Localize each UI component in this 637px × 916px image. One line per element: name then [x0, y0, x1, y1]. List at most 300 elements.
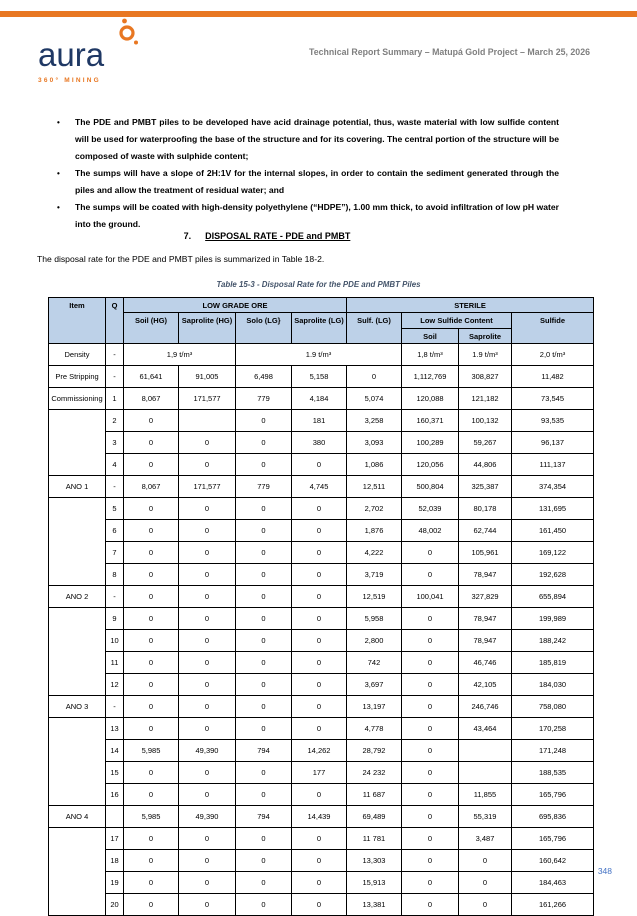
- table-cell: [179, 410, 236, 432]
- table-cell: 0: [124, 542, 179, 564]
- table-cell: 500,804: [402, 476, 459, 498]
- table-cell: 78,947: [459, 630, 512, 652]
- table-cell: [49, 498, 106, 586]
- list-item: [57, 199, 559, 233]
- table-cell: 171,577: [179, 388, 236, 410]
- table-cell: 20: [106, 894, 124, 916]
- table-cell: 13: [106, 718, 124, 740]
- column-header: Solo (LG}: [236, 313, 292, 344]
- table-cell: 160,371: [402, 410, 459, 432]
- table-cell: 308,827: [459, 366, 512, 388]
- table-cell: 0: [124, 762, 179, 784]
- table-cell: 55,319: [459, 806, 512, 828]
- table-cell: 0: [402, 696, 459, 718]
- table-cell: 13,381: [347, 894, 402, 916]
- table-cell: 15,913: [347, 872, 402, 894]
- table-cell: 18: [106, 850, 124, 872]
- table-cell: -: [106, 586, 124, 608]
- table-cell: 0: [179, 696, 236, 718]
- table-cell: 100,132: [459, 410, 512, 432]
- table-cell: 0: [124, 850, 179, 872]
- aura-logo-icon: [116, 16, 140, 53]
- table-cell: -: [106, 366, 124, 388]
- table-cell: 24 232: [347, 762, 402, 784]
- table-row: [49, 674, 594, 696]
- table-cell: 4,222: [347, 542, 402, 564]
- table-cell: -: [106, 476, 124, 498]
- table-cell: 12,511: [347, 476, 402, 498]
- table-cell: 4: [106, 454, 124, 476]
- table-cell: 779: [236, 476, 292, 498]
- table-cell: 0: [124, 696, 179, 718]
- table-row: [49, 806, 594, 828]
- table-cell: 8,067: [124, 476, 179, 498]
- table-cell: 48,002: [402, 520, 459, 542]
- table-cell: 0: [124, 498, 179, 520]
- table-cell: 19: [106, 872, 124, 894]
- table-cell: 5,958: [347, 608, 402, 630]
- table-cell: 0: [179, 498, 236, 520]
- table-cell: 43,464: [459, 718, 512, 740]
- table-cell: 121,182: [459, 388, 512, 410]
- table-cell: [49, 828, 106, 916]
- table-cell: 0: [179, 828, 236, 850]
- table-cell: 0: [236, 608, 292, 630]
- table-cell: 192,628: [512, 564, 594, 586]
- table-cell: 161,450: [512, 520, 594, 542]
- table-cell: 0: [292, 894, 347, 916]
- table-cell: 0: [124, 432, 179, 454]
- table-cell: 131,695: [512, 498, 594, 520]
- table-row: [49, 388, 594, 410]
- table-cell: ANO 4: [49, 806, 106, 828]
- table-cell: [459, 740, 512, 762]
- table-cell: 0: [236, 432, 292, 454]
- table-cell: 52,039: [402, 498, 459, 520]
- table-cell: 0: [459, 872, 512, 894]
- table-cell: 11 687: [347, 784, 402, 806]
- table-cell: 161,266: [512, 894, 594, 916]
- table-row: [49, 410, 594, 432]
- table-cell: 184,463: [512, 872, 594, 894]
- table-cell: [49, 718, 106, 806]
- table-cell: 0: [236, 696, 292, 718]
- table-cell: 165,796: [512, 828, 594, 850]
- table-cell: 0: [292, 564, 347, 586]
- table-cell: 184,030: [512, 674, 594, 696]
- table-cell: 15: [106, 762, 124, 784]
- column-header: Q: [106, 298, 124, 344]
- table-cell: 0: [236, 498, 292, 520]
- table-cell: 742: [347, 652, 402, 674]
- table-cell: 0: [292, 498, 347, 520]
- table-cell: 169,122: [512, 542, 594, 564]
- table-row: [49, 894, 594, 916]
- aura-logo: [38, 38, 104, 84]
- table-cell: 0: [236, 674, 292, 696]
- table-cell: 0: [236, 828, 292, 850]
- table-row: [49, 850, 594, 872]
- table-caption: Table 15-3 - Disposal Rate for the PDE and PMBT Piles: [216, 280, 421, 289]
- table-cell: [106, 806, 124, 828]
- table-cell: 0: [402, 762, 459, 784]
- table-cell: 2,800: [347, 630, 402, 652]
- table-cell: 0: [179, 564, 236, 586]
- table-cell: 69,489: [347, 806, 402, 828]
- bullet-icon: •: [57, 169, 60, 178]
- table-cell: 80,178: [459, 498, 512, 520]
- table-cell: 0: [292, 696, 347, 718]
- table-cell: 0: [236, 630, 292, 652]
- table-cell: 0: [236, 586, 292, 608]
- table-cell: 181: [292, 410, 347, 432]
- table-cell: 4,745: [292, 476, 347, 498]
- table-cell: 0: [402, 850, 459, 872]
- table-cell: 0: [402, 740, 459, 762]
- table-cell: 185,819: [512, 652, 594, 674]
- table-cell: 380: [292, 432, 347, 454]
- table-cell: 170,258: [512, 718, 594, 740]
- table-cell: 0: [124, 586, 179, 608]
- bullet-text: The PDE and PMBT piles to be developed have acid drainage potential, thus, waste material with low sulfide content will be used for waterproofing the base of the structure and for its covering. The central portion of the structure will be composed of waste with sulphide content;: [75, 117, 559, 161]
- table-cell: 91,005: [179, 366, 236, 388]
- table-cell: 0: [292, 630, 347, 652]
- table-cell: 1,876: [347, 520, 402, 542]
- table-cell: 0: [292, 542, 347, 564]
- table-cell: 11 781: [347, 828, 402, 850]
- column-header: Soil: [402, 328, 459, 343]
- table-cell: 2: [106, 410, 124, 432]
- table-row: [49, 630, 594, 652]
- table-cell: 16: [106, 784, 124, 806]
- table-cell: 0: [292, 828, 347, 850]
- list-item: [57, 114, 559, 165]
- table-cell: 0: [236, 894, 292, 916]
- table-cell: 8,067: [124, 388, 179, 410]
- table-cell: 0: [236, 718, 292, 740]
- table-cell: 13,197: [347, 696, 402, 718]
- table-row: [49, 586, 594, 608]
- table-cell: 0: [124, 564, 179, 586]
- bullet-icon: •: [57, 203, 60, 212]
- table-cell: 0: [179, 630, 236, 652]
- table-cell: 96,137: [512, 432, 594, 454]
- table-cell: Commissioning: [49, 388, 106, 410]
- table-cell: 0: [124, 828, 179, 850]
- table-cell: 5,158: [292, 366, 347, 388]
- aura-logo-tagline: 360° MINING: [38, 77, 101, 84]
- table-cell: 0: [292, 608, 347, 630]
- table-cell: 0: [236, 542, 292, 564]
- table-row: [49, 520, 594, 542]
- table-cell: 0: [402, 828, 459, 850]
- table-cell: ANO 2: [49, 586, 106, 608]
- table-cell: 12,519: [347, 586, 402, 608]
- table-cell: 0: [124, 718, 179, 740]
- page-number: 348: [597, 866, 612, 876]
- table-cell: 0: [179, 652, 236, 674]
- table-cell: 2,702: [347, 498, 402, 520]
- table-cell: 0: [236, 872, 292, 894]
- table-cell: 3,487: [459, 828, 512, 850]
- bullet-list: [57, 114, 559, 233]
- table-cell: 14,262: [292, 740, 347, 762]
- table-cell: 8: [106, 564, 124, 586]
- table-cell: 5,985: [124, 806, 179, 828]
- table-cell: 17: [106, 828, 124, 850]
- header-row: [49, 313, 594, 328]
- table-cell: 105,961: [459, 542, 512, 564]
- table-cell: 0: [236, 564, 292, 586]
- table-row: [49, 476, 594, 498]
- column-header: Saprolite (LG): [292, 313, 347, 344]
- table-cell: 0: [402, 784, 459, 806]
- table-cell: 0: [292, 850, 347, 872]
- table-row: [49, 542, 594, 564]
- table-cell: 695,836: [512, 806, 594, 828]
- table-cell: 0: [179, 542, 236, 564]
- table-cell: 0: [179, 894, 236, 916]
- table-cell: 4,184: [292, 388, 347, 410]
- bullet-icon: •: [57, 118, 60, 127]
- table-cell: 0: [292, 520, 347, 542]
- table-cell: 0: [124, 608, 179, 630]
- table-cell: 0: [124, 872, 179, 894]
- column-header: Sulf. (LG): [347, 313, 402, 344]
- table-cell: 0: [402, 674, 459, 696]
- table-cell: 42,105: [459, 674, 512, 696]
- table-cell: 0: [124, 630, 179, 652]
- table-cell: 5,985: [124, 740, 179, 762]
- table-row: [49, 696, 594, 718]
- table-cell: 165,796: [512, 784, 594, 806]
- disposal-table: [48, 297, 594, 916]
- table-cell: 374,354: [512, 476, 594, 498]
- table-cell: 78,947: [459, 564, 512, 586]
- table-cell: 49,390: [179, 806, 236, 828]
- table-row: [49, 344, 594, 366]
- table-cell: 177: [292, 762, 347, 784]
- column-header: Saprolite: [459, 328, 512, 343]
- table-cell: 1,8 t/m³: [402, 344, 459, 366]
- table-row: [49, 366, 594, 388]
- section-number: 7.: [183, 231, 192, 241]
- table-cell: 93,535: [512, 410, 594, 432]
- section-title: DISPOSAL RATE - PDE and PMBT: [205, 231, 351, 241]
- table-cell: ANO 1: [49, 476, 106, 498]
- table-cell: Pre Stripping: [49, 366, 106, 388]
- table-cell: 188,242: [512, 630, 594, 652]
- table-cell: 3,697: [347, 674, 402, 696]
- table-cell: 655,894: [512, 586, 594, 608]
- table-cell: 3,719: [347, 564, 402, 586]
- table-cell: [459, 762, 512, 784]
- column-header: Soil (HG): [124, 313, 179, 344]
- table-cell: 49,390: [179, 740, 236, 762]
- table-row: [49, 762, 594, 784]
- aura-logo-text: aura: [38, 36, 105, 73]
- bullet-text: The sumps will have a slope of 2H:1V for the internal slopes, in order to contain the sediment generated through the piles and allow the treatment of residual water; and: [75, 168, 559, 195]
- table-cell: 100,289: [402, 432, 459, 454]
- table-cell: 6: [106, 520, 124, 542]
- table-cell: 0: [459, 850, 512, 872]
- table-cell: 0: [179, 718, 236, 740]
- table-cell: 59,267: [459, 432, 512, 454]
- table-cell: 61,641: [124, 366, 179, 388]
- table-cell: 0: [236, 410, 292, 432]
- column-header: LOW GRADE ORE: [124, 298, 347, 313]
- table-cell: 794: [236, 806, 292, 828]
- table-cell: 5,074: [347, 388, 402, 410]
- table-cell: 0: [402, 872, 459, 894]
- table-cell: 0: [124, 784, 179, 806]
- table-cell: 0: [459, 894, 512, 916]
- table-cell: 0: [402, 894, 459, 916]
- bullet-text: The sumps will be coated with high-density polyethylene (“HDPE”), 1.00 mm thick, to avoid infiltration of low pH water into the ground.: [75, 202, 559, 229]
- table-cell: 0: [179, 872, 236, 894]
- table-cell: 2,0 t/m³: [512, 344, 594, 366]
- table-cell: 9: [106, 608, 124, 630]
- table-cell: 111,137: [512, 454, 594, 476]
- table-row: [49, 718, 594, 740]
- table-cell: 14: [106, 740, 124, 762]
- table-cell: 0: [179, 608, 236, 630]
- table-cell: 1,086: [347, 454, 402, 476]
- table-cell: 0: [179, 432, 236, 454]
- column-header: Sulfide: [512, 313, 594, 344]
- table-cell: 62,744: [459, 520, 512, 542]
- table-cell: 14,439: [292, 806, 347, 828]
- table-cell: 0: [124, 410, 179, 432]
- table-cell: 3,258: [347, 410, 402, 432]
- table-cell: 3,093: [347, 432, 402, 454]
- table-cell: 188,535: [512, 762, 594, 784]
- table-cell: 0: [292, 718, 347, 740]
- table-cell: 0: [236, 520, 292, 542]
- table-cell: 3: [106, 432, 124, 454]
- table-cell: 171,577: [179, 476, 236, 498]
- table-cell: 246,746: [459, 696, 512, 718]
- table-cell: 78,947: [459, 608, 512, 630]
- table-cell: 0: [292, 784, 347, 806]
- table-cell: 0: [179, 784, 236, 806]
- section-heading: [37, 231, 593, 241]
- table-cell: [49, 410, 106, 476]
- table-cell: 0: [179, 454, 236, 476]
- table-cell: 160,642: [512, 850, 594, 872]
- table-cell: 0: [402, 718, 459, 740]
- table-cell: 0: [179, 762, 236, 784]
- table-cell: 0: [179, 674, 236, 696]
- table-cell: 0: [402, 608, 459, 630]
- table-cell: 7: [106, 542, 124, 564]
- table-cell: 12: [106, 674, 124, 696]
- table-cell: 0: [402, 630, 459, 652]
- table-row: [49, 740, 594, 762]
- table-row: [49, 432, 594, 454]
- intro-paragraph: The disposal rate for the PDE and PMBT piles is summarized in Table 18-2.: [37, 254, 325, 264]
- table-row: [49, 454, 594, 476]
- table-cell: 13,303: [347, 850, 402, 872]
- table-cell: 120,056: [402, 454, 459, 476]
- table-cell: 0: [292, 674, 347, 696]
- column-header: Item: [49, 298, 106, 344]
- table-cell: 325,387: [459, 476, 512, 498]
- accent-top-bar: [0, 11, 637, 17]
- header-row: [49, 298, 594, 313]
- table-cell: 0: [179, 586, 236, 608]
- table-cell: 0: [236, 850, 292, 872]
- table-cell: 0: [292, 586, 347, 608]
- table-cell: 0: [124, 520, 179, 542]
- table-cell: 46,746: [459, 652, 512, 674]
- table-cell: 28,792: [347, 740, 402, 762]
- table-cell: 0: [236, 454, 292, 476]
- column-header: Saprolite (HG): [179, 313, 236, 344]
- table-cell: 1,112,769: [402, 366, 459, 388]
- table-cell: 1,9 t/m³: [124, 344, 236, 366]
- table-cell: 794: [236, 740, 292, 762]
- table-cell: 11,482: [512, 366, 594, 388]
- table-cell: 0: [292, 454, 347, 476]
- table-cell: 199,989: [512, 608, 594, 630]
- table-cell: 0: [124, 652, 179, 674]
- table-cell: Density: [49, 344, 106, 366]
- list-item: [57, 165, 559, 199]
- table-cell: 11,855: [459, 784, 512, 806]
- table-cell: 44,806: [459, 454, 512, 476]
- table-cell: 73,545: [512, 388, 594, 410]
- table-cell: 0: [179, 520, 236, 542]
- table-cell: 758,080: [512, 696, 594, 718]
- table-cell: 327,829: [459, 586, 512, 608]
- table-row: [49, 608, 594, 630]
- table-cell: 779: [236, 388, 292, 410]
- table-cell: 120,088: [402, 388, 459, 410]
- table-cell: 0: [347, 366, 402, 388]
- table-cell: 100,041: [402, 586, 459, 608]
- table-row: [49, 564, 594, 586]
- table-cell: 0: [292, 652, 347, 674]
- table-cell: 1: [106, 388, 124, 410]
- table-cell: 0: [236, 762, 292, 784]
- table-cell: 1.9 t/m³: [459, 344, 512, 366]
- table-cell: -: [106, 696, 124, 718]
- table-cell: 6,498: [236, 366, 292, 388]
- table-cell: 0: [402, 652, 459, 674]
- column-header: STERILE: [347, 298, 594, 313]
- table-cell: 11: [106, 652, 124, 674]
- table-cell: ANO 3: [49, 696, 106, 718]
- table-cell: 0: [402, 564, 459, 586]
- table-row: [49, 828, 594, 850]
- table-cell: 0: [402, 806, 459, 828]
- table-row: [49, 498, 594, 520]
- table-cell: 0: [124, 674, 179, 696]
- table-cell: 0: [236, 784, 292, 806]
- table-cell: 10: [106, 630, 124, 652]
- table-cell: 0: [236, 652, 292, 674]
- table-cell: 0: [402, 542, 459, 564]
- table-cell: [49, 608, 106, 696]
- table-cell: 1.9 t/m³: [236, 344, 402, 366]
- table-cell: 0: [124, 894, 179, 916]
- table-cell: 0: [292, 872, 347, 894]
- table-row: [49, 784, 594, 806]
- table-cell: 0: [124, 454, 179, 476]
- table-cell: 171,248: [512, 740, 594, 762]
- table-cell: -: [106, 344, 124, 366]
